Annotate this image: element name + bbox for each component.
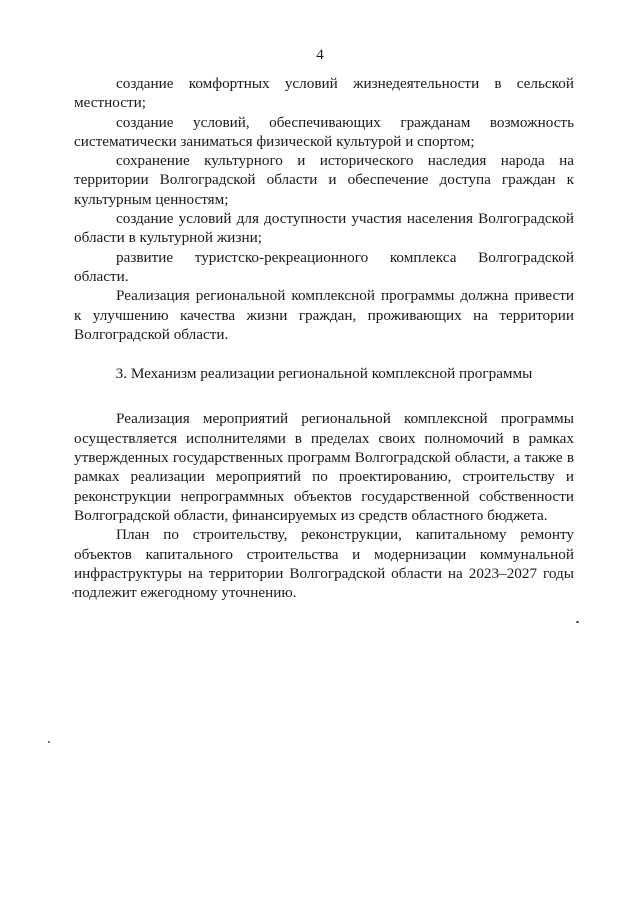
section-paragraph: План по строительству, реконструкции, капитальному ремонту объектов капитального строительства и модернизации коммунальной инфраструктуры на территории Волгоградской области на 2023–2027 годы подлежит ежегодному уточнению. (74, 526, 574, 602)
list-item: создание условий, обеспечивающих гражданам возможность систематически заниматься физической культурой и спортом; (74, 113, 574, 150)
list-item: создание условий для доступности участия населения Волгоградской области в культурной жизни; (74, 210, 574, 247)
summary-paragraph: Реализация региональной комплексной программы должна привести к улучшению качества жизни граждан, проживающих на территории Волгоградской области. (74, 287, 574, 343)
scan-speck (576, 621, 579, 623)
list-item: создание комфортных условий жизнедеятельности в сельской местности; (74, 75, 574, 112)
list-item: сохранение культурного и исторического наследия народа на территории Волгоградской области и обеспечение доступа граждан к культурным ценностям; (74, 152, 574, 208)
page-number: 4 (316, 47, 324, 63)
section-heading-text: 3. Механизм реализации региональной комплексной программы (115, 365, 533, 383)
scan-speck (72, 592, 74, 594)
document-body (74, 74, 574, 602)
list-item: развитие туристско-рекреационного комплекса Волгоградской области. (74, 248, 574, 285)
section-heading (74, 364, 574, 383)
scan-speck (48, 741, 50, 743)
section-paragraph: Реализация мероприятий региональной комплексной программы осуществляется исполнителями в пределах своих полномочий в рамках утвержденных государственных программ Волгоградской области, а также в рамках реализации мероприятий по проектированию, строительству и реконструкции непрограммных объектов государственной собственности Волгоградской области, финансируемых из средств областного бюджета. (74, 410, 574, 524)
